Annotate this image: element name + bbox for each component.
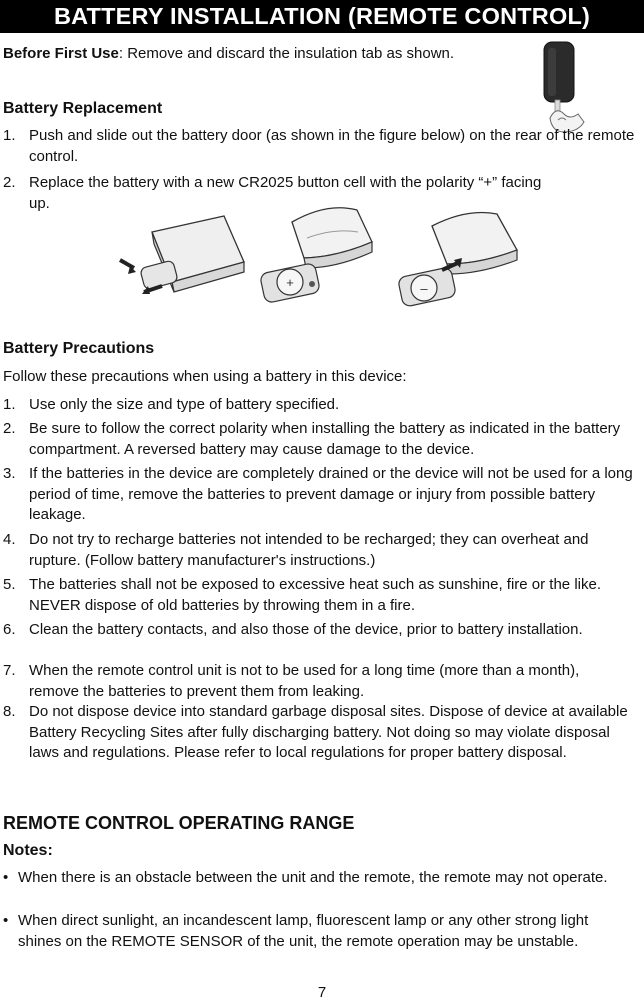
bullet-mark: •: [3, 869, 9, 886]
list-text: Use only the size and type of battery specified.: [29, 396, 340, 413]
battery-replacement-illustration: [112, 202, 552, 320]
remote-pull-tab-illustration: [532, 38, 592, 134]
page-title: BATTERY INSTALLATION (REMOTE CONTROL): [0, 0, 644, 33]
list-number: 3.: [3, 465, 16, 482]
battery-replacement-heading: Battery Replacement: [3, 100, 163, 117]
list-number: 2.: [3, 420, 16, 437]
bullet-mark: •: [3, 912, 9, 929]
list-item: [3, 911, 631, 952]
list-text: Replace the battery with a new CR2025 button cell with the polarity “+” facing up.: [29, 174, 542, 212]
before-first-use-text: : Remove and discard the insulation tab as shown.: [118, 45, 455, 62]
list-number: 7.: [3, 662, 16, 679]
page-number: 7: [317, 984, 327, 1001]
list-text: Do not try to recharge batteries not intended to be recharged; they can overheat and rupture. (Follow battery manufacturer's instructions.): [29, 531, 589, 569]
before-first-use: [3, 44, 454, 65]
operating-range-heading: REMOTE CONTROL OPERATING RANGE: [3, 813, 355, 833]
step-2-figure: [259, 208, 372, 304]
list-text: When the remote control unit is not to be used for a long time (more than a month), remove the batteries to prevent them from leaking.: [29, 662, 580, 700]
list-number: 1.: [3, 396, 16, 413]
list-item: [3, 702, 639, 764]
list-item: [3, 395, 639, 416]
list-text: Do not dispose device into standard garbage disposal sites. Dispose of device at available Battery Recycling Sites after fully discharging battery. Not doing so may violate disposal laws and regulations. Please refer to local regulations for proper battery disposal.: [29, 703, 628, 761]
list-text: When direct sunlight, an incandescent lamp, fluorescent lamp or any other strong light shines on the REMOTE SENSOR of the unit, the remote operation may be unstable.: [18, 912, 589, 950]
list-item: [3, 126, 639, 167]
step-3-figure: [397, 213, 517, 308]
notes-label: Notes:: [3, 842, 53, 859]
list-number: 4.: [3, 531, 16, 548]
list-item: [3, 575, 603, 616]
list-text: Clean the battery contacts, and also those of the device, prior to battery installation.: [29, 621, 583, 638]
list-number: 8.: [3, 703, 16, 720]
battery-precautions-intro: Follow these precautions when using a battery in this device:: [3, 368, 407, 385]
minus-symbol: –: [420, 281, 428, 296]
list-item: [3, 868, 631, 889]
list-item: [3, 620, 603, 641]
step-1-figure: [120, 216, 244, 294]
list-number: 6.: [3, 621, 16, 638]
list-number: 5.: [3, 576, 16, 593]
before-first-use-label: Before First Use: [3, 45, 119, 62]
list-text: If the batteries in the device are completely drained or the device will not be used for a long period of time, remove the batteries to prevent damage or injury from possible battery leakage.: [29, 465, 633, 523]
list-text: When there is an obstacle between the unit and the remote, the remote may not operate.: [18, 869, 608, 886]
list-item: [3, 530, 639, 571]
list-text: Push and slide out the battery door (as shown in the figure below) on the rear of the remote control.: [29, 127, 635, 165]
list-item: [3, 419, 639, 460]
battery-precautions-heading: Battery Precautions: [3, 340, 155, 357]
list-item: [3, 464, 639, 526]
list-text: Be sure to follow the correct polarity when installing the battery as indicated in the battery compartment. A reversed battery may cause damage to the device.: [29, 420, 621, 458]
plus-symbol: +: [286, 275, 294, 290]
list-number: 2.: [3, 174, 16, 191]
list-number: 1.: [3, 127, 16, 144]
list-item: [3, 661, 583, 702]
list-text: The batteries shall not be exposed to excessive heat such as sunshine, fire or the like. NEVER dispose of old batteries by throwing them in a fire.: [29, 576, 601, 614]
